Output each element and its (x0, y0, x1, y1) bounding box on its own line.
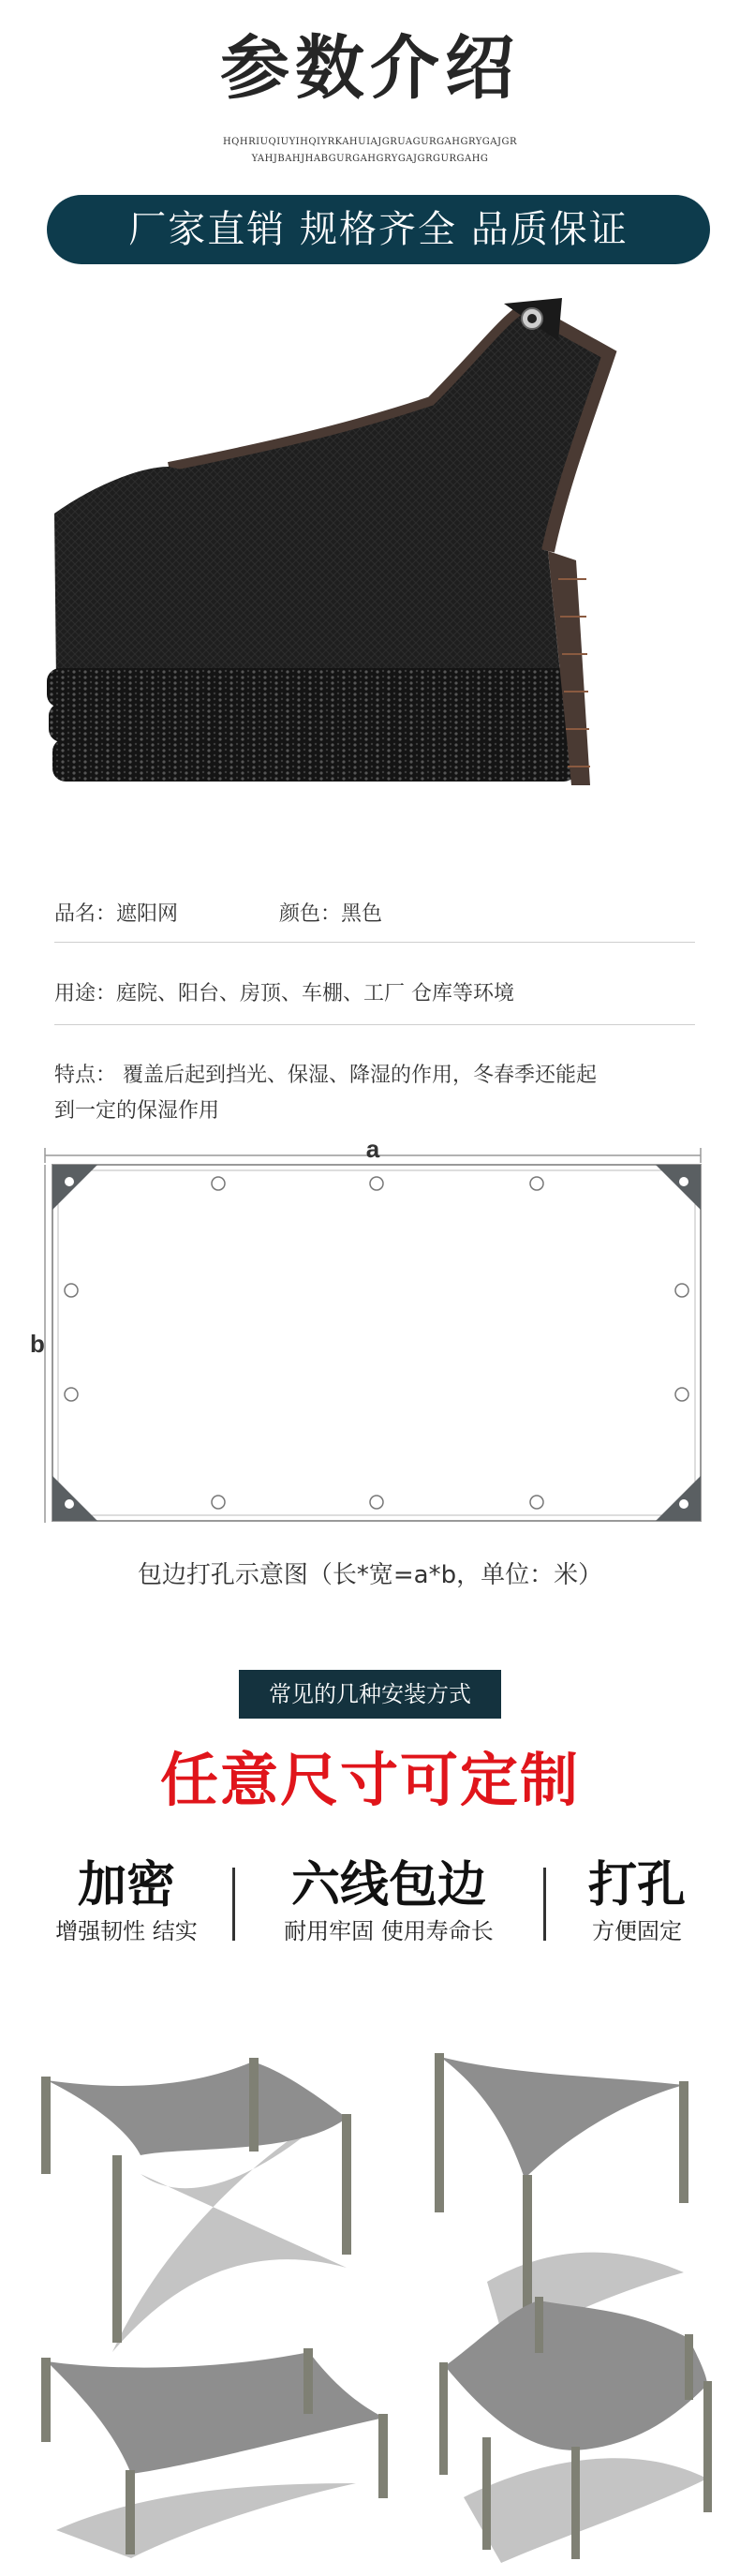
feature-title: 六线包边 (290, 1857, 486, 1913)
spec-feature-line-1: 特点： 覆盖后起到挡光、保湿、降湿的作用，冬春季还能起 (54, 1064, 597, 1087)
page-title: 参数介绍 (220, 28, 520, 109)
spec-usage: 用途：庭院、阳台、房顶、车棚、工厂 仓库等环境 (54, 982, 514, 1005)
feature-subtitle: 增强韧性 结实 (55, 1918, 198, 1944)
spec-color: 颜色：黑色 (279, 902, 383, 926)
grommet-diagram (26, 1129, 719, 1532)
dimension-label-b: b (30, 1330, 45, 1358)
section-tag: 常见的几种安装方式 (239, 1670, 501, 1719)
spec-feature-line-2: 到一定的保湿作用 (54, 1099, 220, 1123)
custom-size-headline: 任意尺寸可定制 (159, 1746, 580, 1814)
feature-title: 加密 (77, 1857, 175, 1913)
divider (54, 942, 695, 943)
feature-grommets (562, 1855, 712, 1947)
divider (232, 1868, 235, 1941)
install-method-rectangle (28, 2333, 384, 2576)
dimension-label-a: a (365, 1135, 380, 1163)
feature-density (37, 1855, 215, 1947)
divider (54, 1024, 695, 1025)
feature-edging (253, 1855, 525, 1947)
feature-subtitle: 方便固定 (592, 1918, 682, 1944)
slogan-banner: 厂家直销 规格齐全 品质保证 (47, 195, 710, 264)
diagram-caption: 包边打孔示意图（长*宽=a*b，单位：米） (137, 1561, 603, 1589)
subtitle-line-2: YAHJBAHJHABGURGAHGRYGAJGRGURGAHG (251, 154, 489, 164)
product-image (37, 298, 703, 823)
divider (543, 1868, 546, 1941)
subtitle-line-1: HQHRIUQIUYIHQIYRKAHUIAJGRUAGURGAHGRYGAJGR (222, 137, 518, 147)
spec-name: 品名：遮阳网 (54, 902, 179, 926)
install-method-hexagon (426, 2263, 740, 2563)
feature-subtitle: 耐用牢固 使用寿命长 (284, 1918, 494, 1944)
feature-title: 打孔 (587, 1857, 686, 1913)
install-method-square (28, 2052, 384, 2352)
spec-row-name-color (54, 898, 695, 931)
